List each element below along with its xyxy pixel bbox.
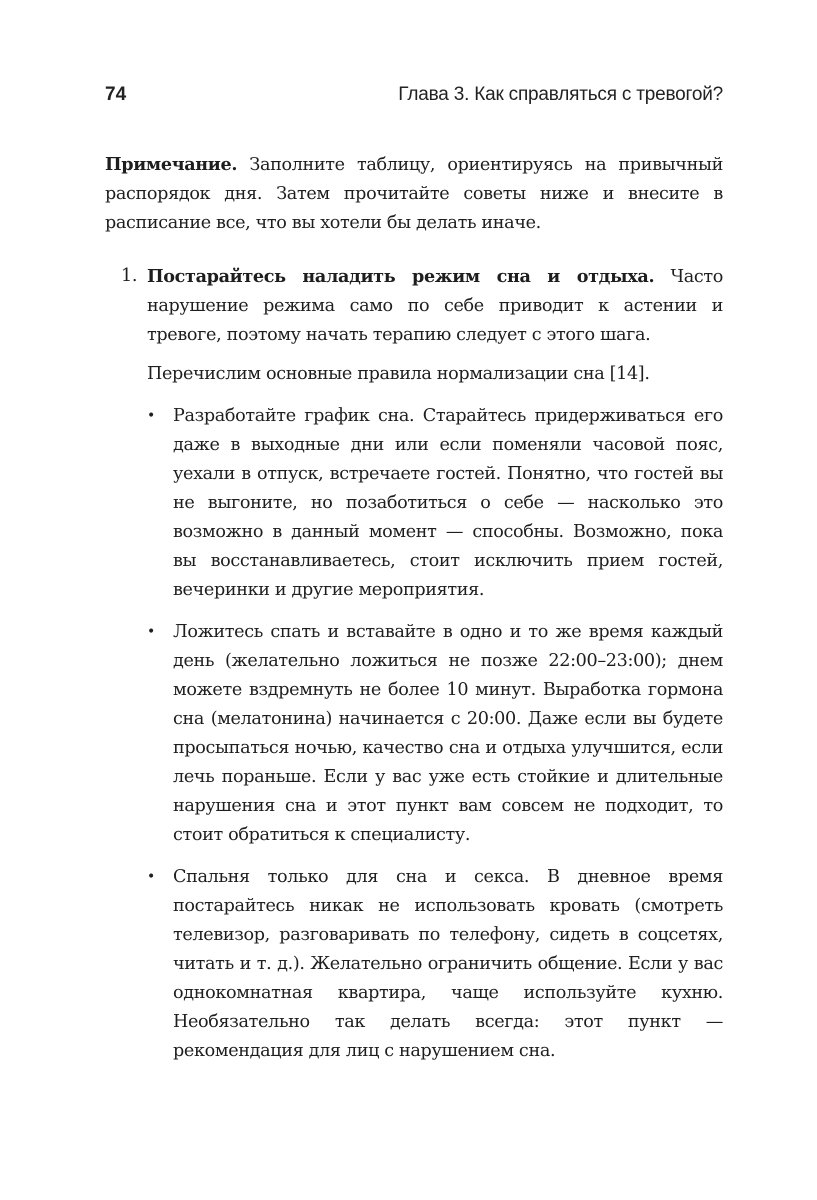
bullet-text: Разработайте график сна. Старайтесь придерживаться его даже в выходные дни или если поменяли часовой пояс, уехали в отпуск, встречаете гостей. Понятно, что гостей вы не выгоните, но позаботиться о себе — насколько это возможно в данный момент — способны. Возможно, пока вы восстанавливаетесь, стоит исключить прием гостей, вечеринки и другие мероприятия. <box>173 406 723 600</box>
page-number: 74 <box>105 84 127 105</box>
bullet-text: Ложитесь спать и вставайте в одно и то же время каждый день (желательно ложиться не позже 22:00–23:00); днем можете вздремнуть не более 10 минут. Выработка гормона сна (мелатонина) начинается с 20:00. Даже если вы будете просыпаться ночью, качество сна и отдыха улучшится, если лечь пораньше. Если у вас уже есть стойкие и длительные нарушения сна и этот пункт вам совсем не подходит, то стоит обратиться к специалисту. <box>173 622 723 845</box>
note-text: Заполните таблицу, ориентируясь на привычный распорядок дня. Затем прочитайте советы ниже и внесите в расписание все, что вы хотели бы делать иначе. <box>105 155 723 233</box>
bullet-item <box>147 863 723 1066</box>
chapter-title: Глава 3. Как справляться с тревогой? <box>398 84 723 105</box>
bullet-text: Спальня только для сна и секса. В дневное время постарайтесь никак не использовать кровать (смотреть телевизор, разговаривать по телефону, сидеть в соцсетях, читать и т. д.). Желательно ограничить общение. Если у вас однокомнатная квартира, чаще используйте кухню. Необязательно так делать всегда: этот пункт — рекомендация для лиц с нарушением сна. <box>173 867 723 1061</box>
bullet-list <box>147 402 723 1066</box>
bullet-item <box>147 402 723 605</box>
note-paragraph <box>105 150 723 238</box>
item-paragraph <box>147 262 723 350</box>
item-intro: Перечислим основные правила нормализации сна [14]. <box>147 364 650 384</box>
item-text: Часто нарушение режима само по себе приводит к астении и тревоге, поэтому начать терапию следует с этого шага. <box>147 267 723 345</box>
item-number: 1. <box>121 266 138 286</box>
running-head <box>105 84 723 112</box>
numbered-item-1 <box>105 262 723 1066</box>
bullet-icon: • <box>147 408 155 424</box>
note-label: Примечание. <box>105 154 238 175</box>
bullet-item <box>147 618 723 850</box>
item-heading: Постарайтесь наладить режим сна и отдыха. <box>147 266 655 287</box>
bullet-icon: • <box>147 624 155 640</box>
body-text <box>105 150 723 1079</box>
bullet-icon: • <box>147 869 155 885</box>
